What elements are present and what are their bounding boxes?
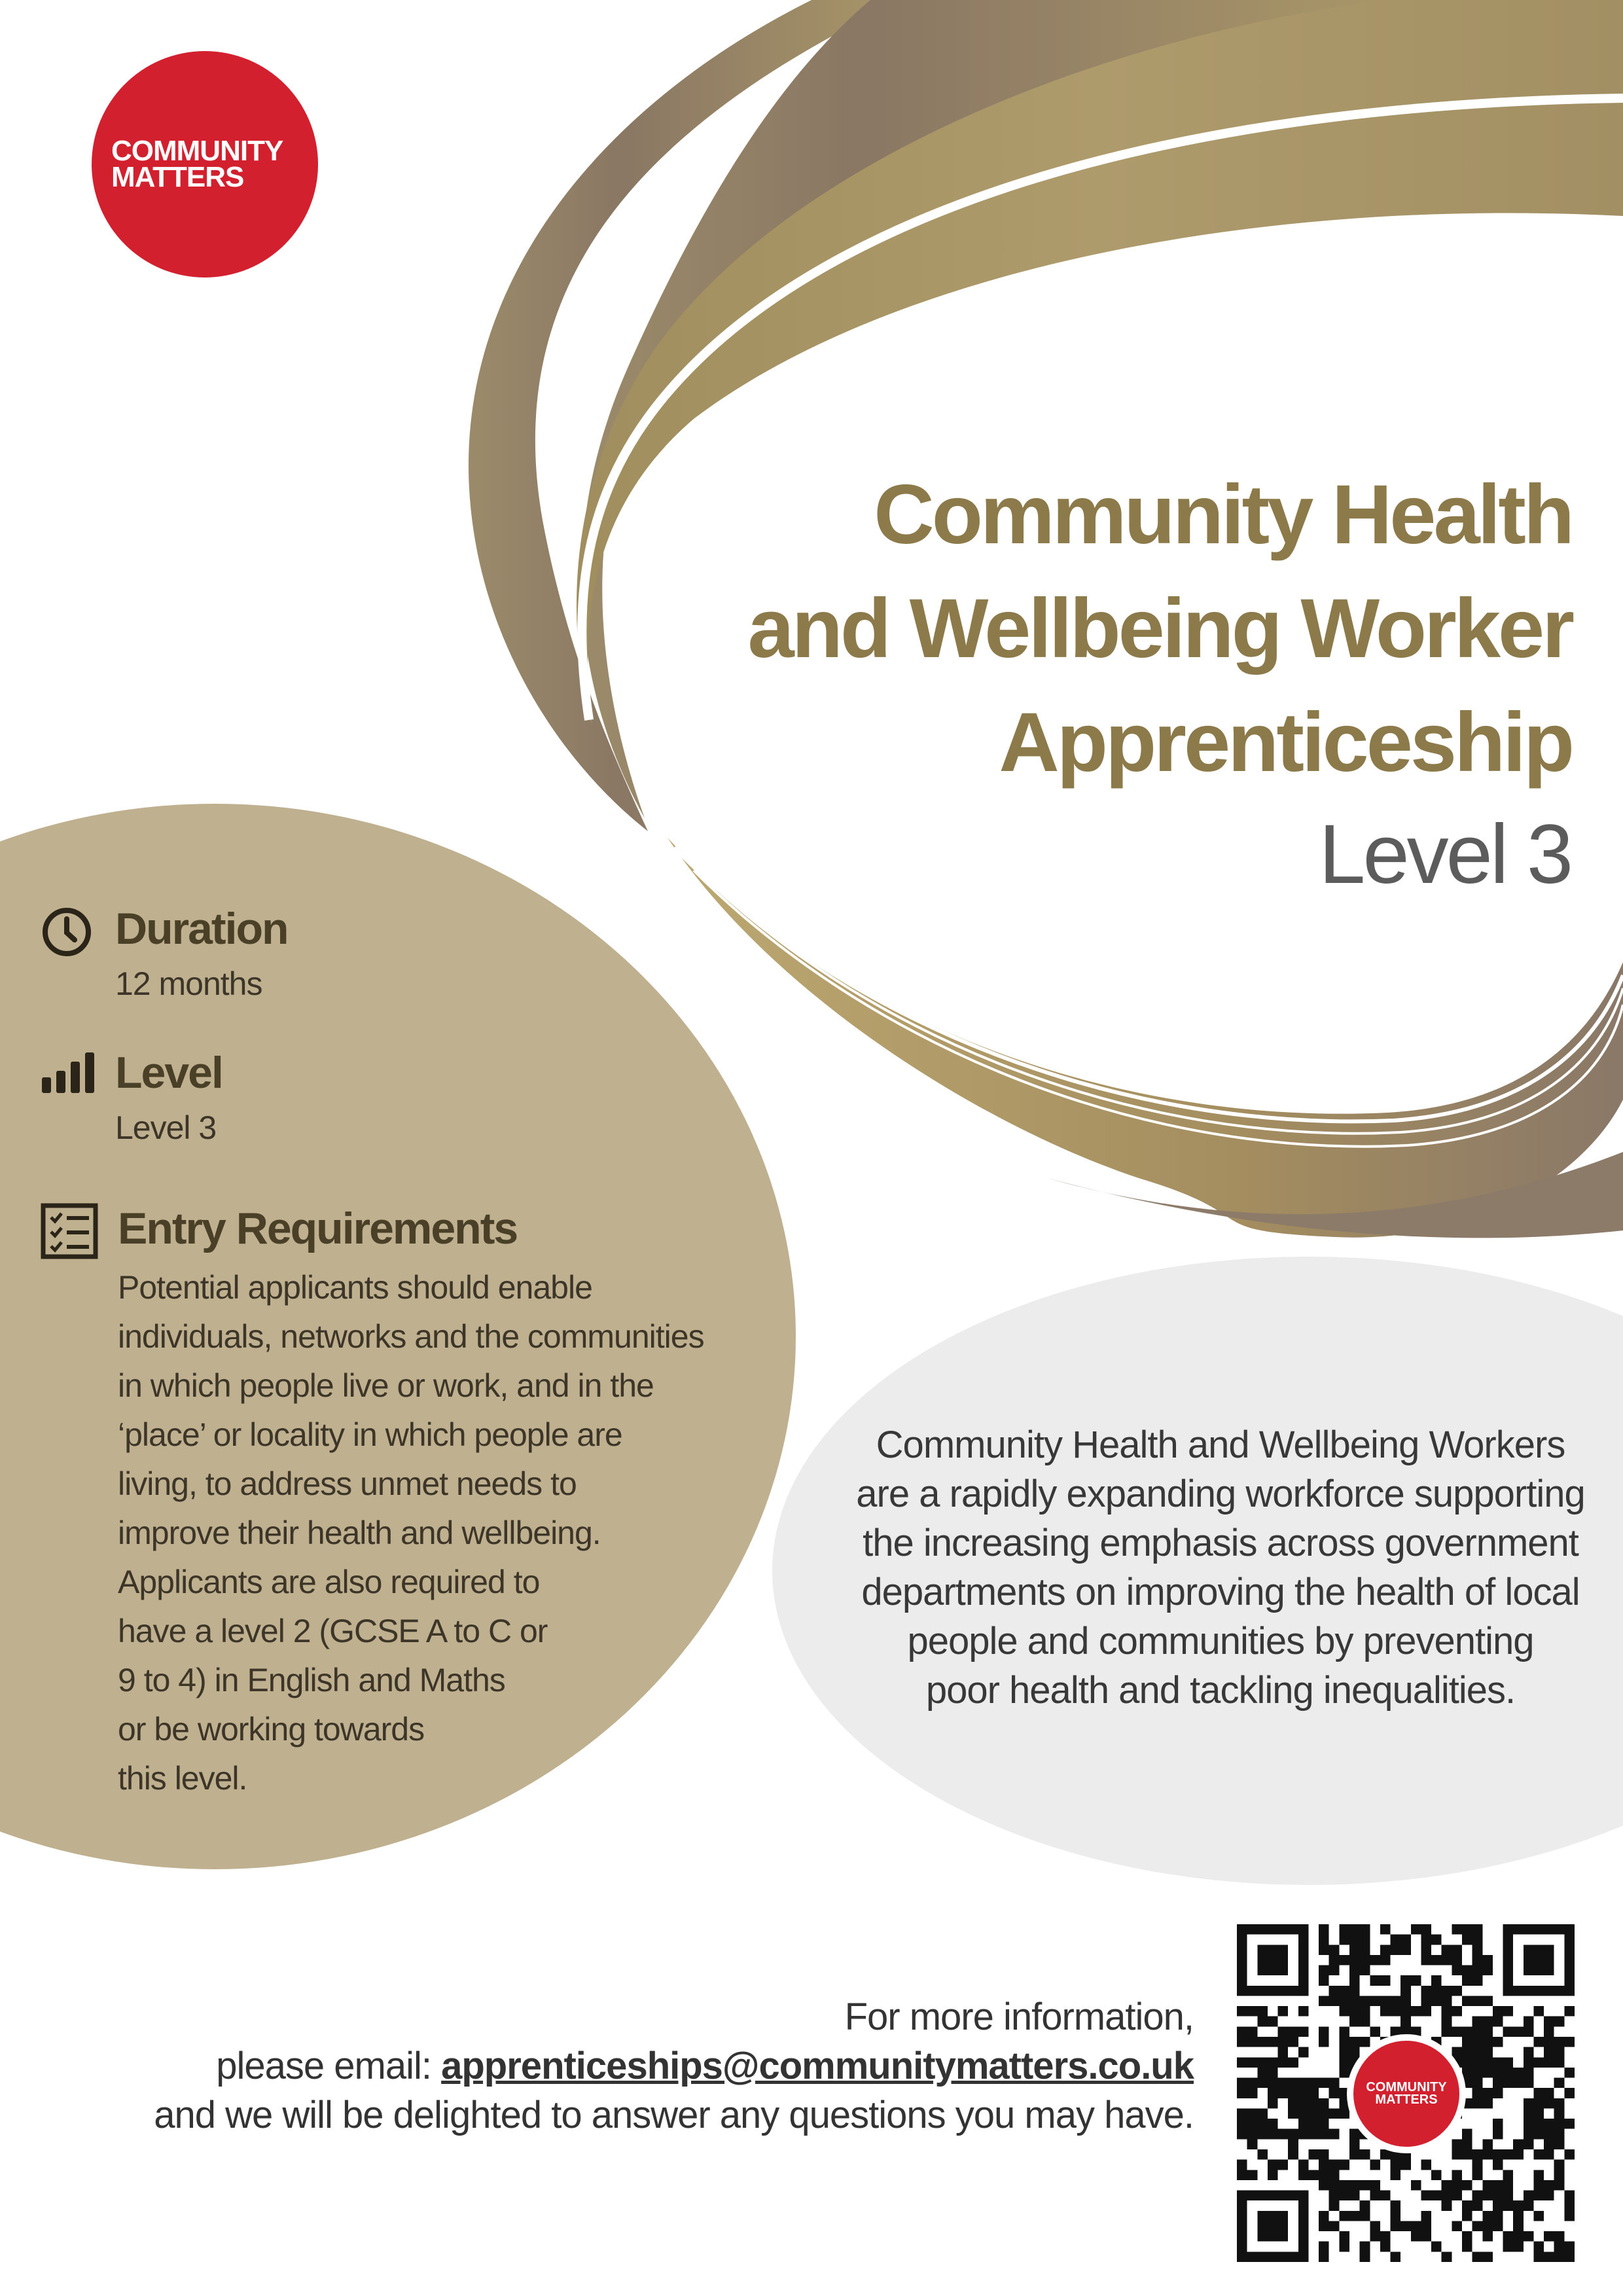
entry-requirements-text bbox=[118, 1263, 704, 1803]
entry-line: this level. bbox=[118, 1760, 247, 1797]
checklist-icon bbox=[41, 1203, 99, 1259]
email-link[interactable]: apprenticeships@communitymatters.co.uk bbox=[441, 2045, 1194, 2087]
entry-line: in which people live or work, and in the bbox=[118, 1367, 654, 1404]
title-line2: and Wellbeing Worker bbox=[747, 582, 1572, 675]
contact-line3: and we will be delighted to answer any questions you may have. bbox=[154, 2094, 1194, 2136]
title-line1: Community Health bbox=[874, 468, 1572, 562]
description-line: departments on improving the health of local bbox=[861, 1571, 1580, 1613]
qr-logo-line2: MATTERS bbox=[1375, 2092, 1438, 2107]
title-line3: Apprenticeship bbox=[999, 696, 1572, 789]
entry-line: improve their health and wellbeing. bbox=[118, 1515, 601, 1551]
email-prefix: please email: bbox=[216, 2045, 442, 2087]
description-text bbox=[792, 1420, 1623, 1715]
entry-line: ‘place’ or locality in which people are bbox=[118, 1416, 622, 1453]
duration-heading: Duration bbox=[115, 904, 288, 954]
clock-icon bbox=[41, 906, 93, 958]
entry-line: Potential applicants should enable bbox=[118, 1269, 592, 1306]
description-line: are a rapidly expanding workforce supporting bbox=[856, 1473, 1585, 1515]
entry-line: 9 to 4) in English and Maths bbox=[118, 1662, 505, 1698]
description-line: people and communities by preventing bbox=[907, 1620, 1534, 1662]
signal-bars-icon bbox=[41, 1051, 99, 1094]
contact-line2 bbox=[154, 2041, 1194, 2090]
entry-line: or be working towards bbox=[118, 1711, 425, 1748]
description-line: the increasing emphasis across government bbox=[863, 1522, 1578, 1564]
level-value: Level 3 bbox=[115, 1109, 217, 1146]
entry-line: Applicants are also required to bbox=[118, 1564, 540, 1600]
entry-line: living, to address unmet needs to bbox=[118, 1465, 577, 1502]
description-line: poor health and tackling inequalities. bbox=[925, 1669, 1516, 1712]
logo-line2: MATTERS bbox=[111, 161, 244, 193]
community-matters-logo bbox=[92, 51, 318, 278]
duration-value: 12 months bbox=[115, 965, 262, 1002]
entry-heading: Entry Requirements bbox=[118, 1204, 518, 1253]
qr-logo-line1: COMMUNITY bbox=[1366, 2080, 1447, 2094]
entry-line: have a level 2 (GCSE A to C or bbox=[118, 1613, 548, 1649]
logo-line1: COMMUNITY bbox=[111, 135, 283, 167]
contact-line1: For more information, bbox=[844, 1996, 1194, 2038]
page-title bbox=[590, 458, 1572, 800]
qr-logo bbox=[1353, 2041, 1459, 2147]
title-level: Level 3 bbox=[1319, 808, 1571, 901]
contact-info bbox=[154, 1992, 1194, 2140]
level-heading: Level bbox=[115, 1048, 223, 1098]
entry-line: individuals, networks and the communities bbox=[118, 1318, 704, 1355]
description-line: Community Health and Wellbeing Workers bbox=[876, 1424, 1565, 1466]
